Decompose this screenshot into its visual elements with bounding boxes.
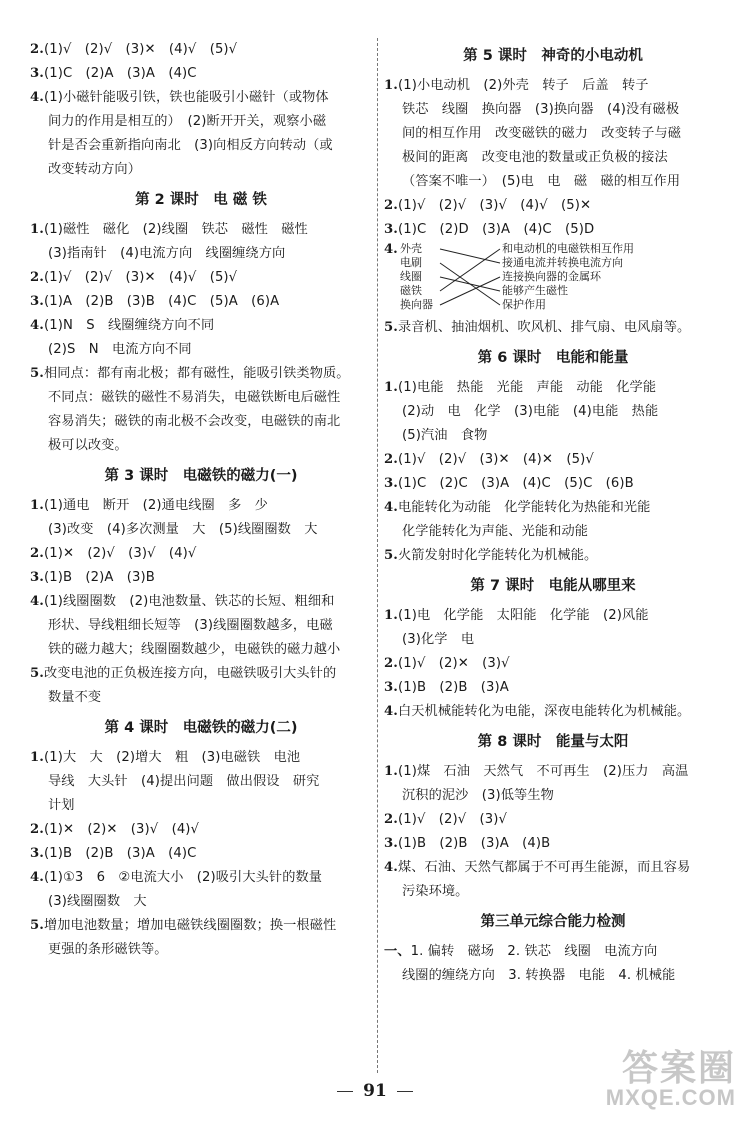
section-heading: 第 8 课时 能量与太阳 bbox=[477, 734, 629, 750]
watermark-logo bbox=[605, 1048, 736, 1110]
match-right-item: 和电动机的电磁铁相互作用 bbox=[502, 242, 634, 255]
answer-text: (1)小磁针能吸引铁，铁也能吸引小磁针（或物体 bbox=[43, 90, 329, 105]
page-number-dash-right bbox=[397, 1091, 413, 1092]
question-number: 5. bbox=[30, 366, 44, 381]
answer-line bbox=[30, 842, 372, 866]
watermark-line1: 答案圈 bbox=[621, 1048, 736, 1089]
answer-line bbox=[30, 266, 372, 290]
answer-text: 数量不变 bbox=[48, 690, 102, 705]
answer-text: (3)指南针 (4)电流方向 线圈缠绕方向 bbox=[48, 246, 286, 261]
question-number: 4. bbox=[30, 594, 44, 609]
answer-text: (1)N S 线圈缠绕方向不同 bbox=[43, 318, 215, 333]
question-number: 3. bbox=[384, 476, 398, 491]
match-left-item: 线圈 bbox=[400, 270, 422, 283]
section-heading: 第 5 课时 神奇的小电动机 bbox=[463, 48, 643, 64]
answer-text: (1)电 化学能 太阳能 化学能 (2)风能 bbox=[397, 608, 649, 623]
section-heading: 第三单元综合能力检测 bbox=[480, 914, 626, 930]
answer-text: 电能转化为动能 化学能转化为热能和光能 bbox=[397, 500, 651, 515]
answer-text: (2)动 电 化学 (3)电能 (4)电能 热能 bbox=[402, 404, 659, 419]
answer-text: 导线 大头针 (4)提出问题 做出假设 研究 bbox=[48, 774, 320, 789]
answer-text: (3)线圈圈数 大 bbox=[48, 894, 147, 909]
answer-text: (3)化学 电 bbox=[402, 632, 475, 647]
answer-line bbox=[384, 628, 722, 652]
question-number: 1. bbox=[384, 78, 398, 93]
answer-text: 形状、导线粗细长短等 (3)线圈圈数越多，电磁 bbox=[48, 618, 333, 633]
answer-text: 化学能转化为声能、光能和动能 bbox=[402, 524, 589, 539]
answer-text: 极间的距离 改变电池的数量或正负极的接法 bbox=[402, 150, 668, 165]
question-number: 1. bbox=[384, 608, 398, 623]
question-number: 2. bbox=[384, 812, 398, 827]
match-right-item: 接通电流并转换电流方向 bbox=[502, 256, 623, 269]
right-column bbox=[384, 38, 722, 988]
match-connector-line bbox=[440, 277, 500, 291]
answer-text: (1)√ (2)√ (3)✕ (4)√ (5)√ bbox=[43, 42, 238, 57]
answer-line bbox=[30, 410, 372, 434]
answer-text: (1)B (2)A (3)B bbox=[43, 570, 155, 585]
section-heading: 第 3 课时 电磁铁的磁力(一) bbox=[104, 468, 298, 484]
question-number: 2. bbox=[384, 452, 398, 467]
answer-text: (1)√ (2)√ (3)√ (4)√ (5)✕ bbox=[397, 198, 592, 213]
answer-text: (1)✕ (2)✕ (3)√ (4)√ bbox=[43, 822, 200, 837]
answer-text: (1)B (2)B (3)A bbox=[397, 680, 509, 695]
answer-text: 改变电池的正负极连接方向，电磁铁吸引大头针的 bbox=[43, 666, 337, 681]
answer-line bbox=[30, 386, 372, 410]
answer-text: 改变转动方向） bbox=[48, 162, 142, 177]
question-number: 3. bbox=[30, 66, 44, 81]
answer-line bbox=[30, 638, 372, 662]
answer-line bbox=[30, 362, 372, 386]
answer-line bbox=[384, 448, 722, 472]
answer-text: (1)磁性 磁化 (2)线圈 铁芯 磁性 磁性 bbox=[43, 222, 308, 237]
answer-text: (1)A (2)B (3)B (4)C (5)A (6)A bbox=[43, 294, 280, 309]
answer-line bbox=[30, 662, 372, 686]
answer-line bbox=[30, 242, 372, 266]
question-number: 4. bbox=[30, 318, 44, 333]
column-divider bbox=[377, 38, 378, 1073]
question-number: 1. bbox=[384, 380, 398, 395]
answer-line bbox=[384, 784, 722, 808]
answer-line bbox=[384, 856, 722, 880]
page-number-value: 91 bbox=[363, 1081, 387, 1101]
question-number: 3. bbox=[384, 836, 398, 851]
answer-text: 火箭发射时化学能转化为机械能。 bbox=[397, 548, 598, 563]
answer-text: (1)通电 断开 (2)通电线圈 多 少 bbox=[43, 498, 268, 513]
answer-line bbox=[30, 590, 372, 614]
answer-text: （答案不唯一） (5)电 电 磁 磁的相互作用 bbox=[402, 174, 681, 189]
answer-text: (1)C (2)A (3)A (4)C bbox=[43, 66, 197, 81]
answer-text: (3)改变 (4)多次测量 大 (5)线圈圈数 大 bbox=[48, 522, 318, 537]
question-number: 5. bbox=[30, 918, 44, 933]
answer-line bbox=[30, 794, 372, 818]
answer-line bbox=[30, 290, 372, 314]
question-number: 2. bbox=[384, 656, 398, 671]
match-connector-line bbox=[440, 249, 500, 291]
answer-text: 不同点：磁铁的磁性不易消失，电磁铁断电后磁性 bbox=[48, 390, 341, 405]
question-number: 4. bbox=[30, 90, 44, 105]
answer-line bbox=[30, 110, 372, 134]
answer-line bbox=[30, 218, 372, 242]
question-number: 一、 bbox=[384, 944, 411, 959]
answer-line bbox=[30, 38, 372, 62]
answer-line bbox=[384, 544, 722, 568]
answer-line bbox=[30, 686, 372, 710]
answer-line bbox=[30, 566, 372, 590]
question-number: 5. bbox=[384, 548, 398, 563]
answer-text: (1)√ (2)√ (3)√ bbox=[397, 812, 507, 827]
question-number: 1. bbox=[384, 764, 398, 779]
match-left-item: 磁铁 bbox=[400, 284, 422, 297]
question-number: 3. bbox=[30, 846, 44, 861]
section-heading: 第 7 课时 电能从哪里来 bbox=[470, 578, 636, 594]
answer-line bbox=[30, 314, 372, 338]
answer-text: (1)√ (2)√ (3)✕ (4)√ (5)√ bbox=[43, 270, 238, 285]
question-number: 1. bbox=[30, 498, 44, 513]
question-number: 2. bbox=[30, 822, 44, 837]
answer-text: (1)大 大 (2)增大 粗 (3)电磁铁 电池 bbox=[43, 750, 301, 765]
answer-line bbox=[384, 676, 722, 700]
answer-line bbox=[30, 746, 372, 770]
match-right-item: 保护作用 bbox=[502, 298, 546, 311]
question-number: 2. bbox=[384, 198, 398, 213]
answer-line bbox=[384, 760, 722, 784]
question-number: 5. bbox=[384, 320, 398, 335]
answer-text: (1)C (2)D (3)A (4)C (5)D bbox=[397, 222, 595, 237]
answer-text: (1)线圈圈数 (2)电池数量、铁芯的长短、粗细和 bbox=[43, 594, 335, 609]
match-connector-line bbox=[440, 249, 500, 263]
answer-text: (1)✕ (2)√ (3)√ (4)√ bbox=[43, 546, 197, 561]
section-heading: 第 6 课时 电能和能量 bbox=[477, 350, 629, 366]
answer-line bbox=[384, 316, 722, 340]
answer-line bbox=[384, 376, 722, 400]
question-number: 3. bbox=[30, 294, 44, 309]
answer-line bbox=[384, 940, 722, 964]
matching-diagram bbox=[384, 242, 722, 316]
left-column bbox=[30, 38, 372, 962]
answer-line bbox=[384, 218, 722, 242]
answer-text: 录音机、抽油烟机、吹风机、排气扇、电风扇等。 bbox=[397, 320, 691, 335]
question-number: 4. bbox=[384, 860, 398, 875]
page-number-dash-left bbox=[337, 1091, 353, 1092]
answer-line bbox=[384, 808, 722, 832]
answer-text: (1)B (2)B (3)A (4)C bbox=[43, 846, 197, 861]
section-heading: 第 2 课时 电 磁 铁 bbox=[135, 192, 267, 208]
answer-line bbox=[30, 938, 372, 962]
match-left-item: 电刷 bbox=[400, 256, 422, 269]
answer-text: (5)汽油 食物 bbox=[402, 428, 488, 443]
question-number: 3. bbox=[30, 570, 44, 585]
answer-line bbox=[30, 866, 372, 890]
question-number: 5. bbox=[30, 666, 44, 681]
answer-text: (1)B (2)B (3)A (4)B bbox=[397, 836, 551, 851]
answer-text: 增加电池数量；增加电磁铁线圈圈数；换一根磁性 bbox=[43, 918, 337, 933]
answer-text: (2)S N 电流方向不同 bbox=[48, 342, 192, 357]
answer-line bbox=[30, 134, 372, 158]
answer-text: 线圈的缠绕方向 3. 转换器 电能 4. 机械能 bbox=[402, 968, 676, 983]
answer-text: 煤、石油、天然气都属于不可再生能源，而且容易 bbox=[397, 860, 691, 875]
answer-text: (1)√ (2)√ (3)✕ (4)✕ (5)√ bbox=[397, 452, 594, 467]
question-number: 3. bbox=[384, 222, 398, 237]
answer-line bbox=[384, 604, 722, 628]
answer-line bbox=[30, 518, 372, 542]
answer-line bbox=[384, 146, 722, 170]
answer-line bbox=[384, 964, 722, 988]
answer-line bbox=[384, 832, 722, 856]
answer-line bbox=[30, 770, 372, 794]
answer-line bbox=[384, 122, 722, 146]
answer-text: (1)C (2)C (3)A (4)C (5)C (6)B bbox=[397, 476, 634, 491]
question-number: 1. bbox=[30, 750, 44, 765]
answer-line bbox=[384, 194, 722, 218]
answer-line bbox=[30, 434, 372, 458]
question-number: 4. bbox=[30, 870, 44, 885]
answer-text: 更强的条形磁铁等。 bbox=[48, 942, 168, 957]
answer-line bbox=[384, 74, 722, 98]
section-heading: 第 4 课时 电磁铁的磁力(二) bbox=[104, 720, 298, 736]
answer-line bbox=[30, 890, 372, 914]
answer-line bbox=[30, 86, 372, 110]
answer-text: 1. 偏转 磁场 2. 铁芯 线圈 电流方向 bbox=[410, 944, 658, 959]
answer-line bbox=[30, 614, 372, 638]
answer-line bbox=[384, 652, 722, 676]
answer-text: (1)√ (2)✕ (3)√ bbox=[397, 656, 510, 671]
answer-line bbox=[384, 520, 722, 544]
answer-text: (1)电能 热能 光能 声能 动能 化学能 bbox=[397, 380, 657, 395]
answer-line bbox=[384, 170, 722, 194]
answer-text: 容易消失；磁铁的南北极不会改变，电磁铁的南北 bbox=[48, 414, 341, 429]
answer-line bbox=[384, 400, 722, 424]
answer-line bbox=[384, 880, 722, 904]
answer-text: 间力的作用是相互的） (2)断开开关，观察小磁 bbox=[48, 114, 327, 129]
answer-text: (1)①3 6 ②电流大小 (2)吸引大头针的数量 bbox=[43, 870, 323, 885]
question-number: 3. bbox=[384, 680, 398, 695]
answer-text: 污染环境。 bbox=[402, 884, 469, 899]
question-number: 2. bbox=[30, 270, 44, 285]
answer-text: 计划 bbox=[48, 798, 75, 813]
answer-line bbox=[384, 496, 722, 520]
match-right-item: 能够产生磁性 bbox=[502, 284, 568, 297]
answer-text: 极可以改变。 bbox=[48, 438, 128, 453]
answer-line bbox=[30, 542, 372, 566]
answer-text: 铁的磁力越大；线圈圈数越少，电磁铁的磁力越小 bbox=[48, 642, 341, 657]
answer-line bbox=[30, 158, 372, 182]
answer-text: 相同点：都有南北极；都有磁性，能吸引铁类物质。 bbox=[43, 366, 350, 381]
answer-text: (1)小电动机 (2)外壳 转子 后盖 转子 bbox=[397, 78, 649, 93]
question-number: 4. bbox=[384, 704, 398, 719]
answer-text: 间的相互作用 改变磁铁的磁力 改变转子与磁 bbox=[402, 126, 682, 141]
answer-text: 针是否会重新指向南北 (3)向相反方向转动（或 bbox=[48, 138, 333, 153]
answer-line bbox=[30, 494, 372, 518]
answer-line bbox=[30, 818, 372, 842]
match-right-item: 连接换向器的金属环 bbox=[502, 270, 601, 283]
question-number: 2. bbox=[30, 546, 44, 561]
answer-line bbox=[384, 98, 722, 122]
answer-text: 铁芯 线圈 换向器 (3)换向器 (4)没有磁极 bbox=[402, 102, 680, 117]
question-number: 4. bbox=[384, 500, 398, 515]
answer-text: 白天机械能转化为电能，深夜电能转化为机械能。 bbox=[397, 704, 691, 719]
answer-text: (1)煤 石油 天然气 不可再生 (2)压力 高温 bbox=[397, 764, 689, 779]
question-number: 2. bbox=[30, 42, 44, 57]
answer-line bbox=[30, 914, 372, 938]
watermark-line2: MXQE.COM bbox=[605, 1085, 736, 1110]
matching-lines bbox=[436, 242, 502, 314]
answer-line bbox=[30, 338, 372, 362]
match-left-item: 换向器 bbox=[400, 298, 433, 311]
question-number: 1. bbox=[30, 222, 44, 237]
answer-text: 沉积的泥沙 (3)低等生物 bbox=[402, 788, 554, 803]
answer-line bbox=[384, 700, 722, 724]
answer-line bbox=[30, 62, 372, 86]
match-connector-line bbox=[440, 277, 500, 305]
answer-line bbox=[384, 424, 722, 448]
question-number: 4. bbox=[384, 242, 398, 257]
match-left-item: 外壳 bbox=[400, 242, 422, 255]
answer-line bbox=[384, 472, 722, 496]
